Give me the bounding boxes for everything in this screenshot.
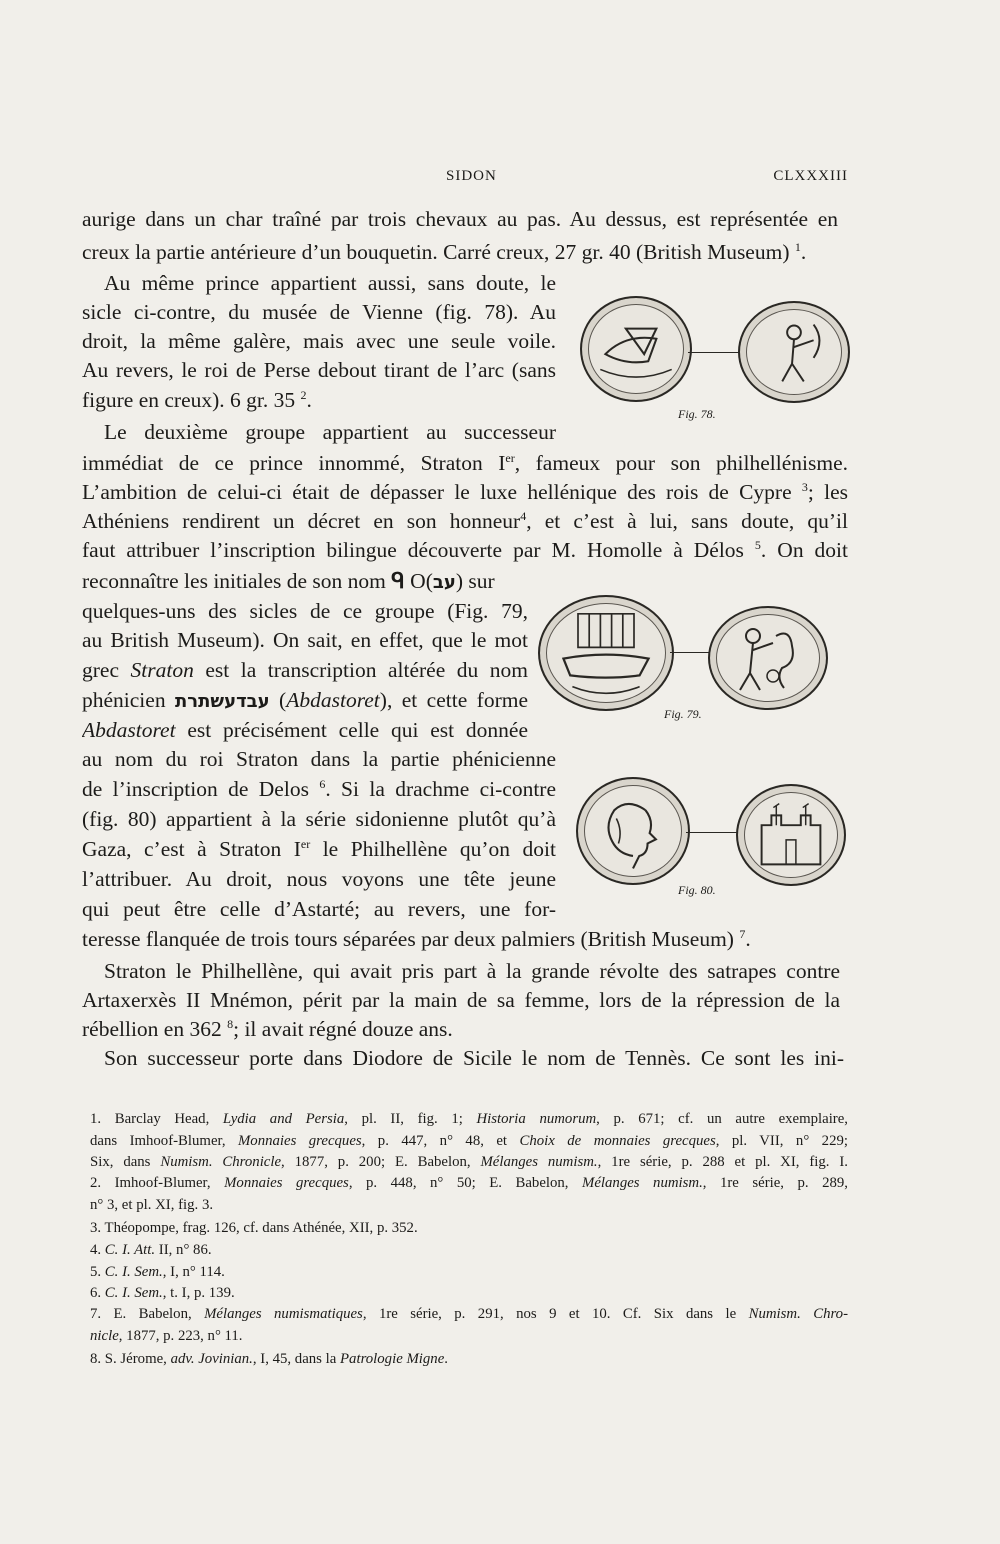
body-line: aurige dans un char traîné par trois chevaux au pas. Au dessus, est représentée en	[82, 207, 838, 231]
footnote-ref: 7	[739, 926, 746, 941]
figure-caption: Fig. 80.	[678, 883, 716, 897]
footnote-ref: 4	[520, 508, 527, 523]
body-line: immédiat de ce prince innommé, Straton Ier, fameux pour son philhellénisme.	[82, 450, 848, 475]
footnote-1-cont: Six, dans Numism. Chronicle, 1877, p. 200; E. Babelon, Mélanges numism., 1re série, p. 288 et pl. XI, fig. I.	[90, 1154, 848, 1170]
body-line: Gaza, c’est à Straton Ier le Philhellène qu’on doit	[82, 836, 556, 861]
figure-connector	[688, 352, 740, 353]
body-line: L’ambition de celui-ci était de dépasser le luxe hellénique des rois de Cypre $^3$; les	[82, 479, 848, 504]
footnote-2: 2. Imhoof-Blumer, Monnaies grecques, p. 448, n° 50; E. Babelon, Mélanges numism., 1re série, p. 289,	[90, 1175, 848, 1191]
body-line: Athéniens rendirent un décret en son honneur$^4$, et c’est à lui, sans doute, qu’il	[82, 508, 848, 533]
coin-obverse-galley-walls	[538, 595, 674, 711]
footnote-5: 5. C. I. Sem., I, n° 114.	[90, 1264, 225, 1280]
footnote-7-cont: nicle, 1877, p. 223, n° 11.	[90, 1328, 243, 1344]
body-line: Artaxerxès II Mnémon, périt par la main de sa femme, lors de la répression de la	[82, 988, 840, 1012]
running-title: SIDON	[446, 168, 497, 184]
archer-drawing	[740, 303, 848, 401]
footnote-ref: 3	[801, 479, 808, 494]
body-line: creux la partie antérieure d’un bouquetin. Carré creux, 27 gr. 40 (British Museum) $^1$.	[82, 239, 807, 264]
footnote-2-cont: n° 3, et pl. XI, fig. 3.	[90, 1197, 214, 1213]
footnote-ref: 1	[794, 239, 801, 254]
body-line: Le deuxième groupe appartient au successeur	[104, 420, 556, 444]
galley-walls-drawing	[540, 597, 672, 709]
coin-obverse-galley	[580, 296, 692, 402]
galley-drawing	[582, 298, 690, 400]
fortress-drawing	[738, 786, 844, 884]
body-line: au British Museum). On sait, en effet, que le mot	[82, 628, 528, 652]
body-line: reconnaître les initiales de son nom ᑫ O(עב) sur	[82, 569, 495, 593]
body-line: qui peut être celle d’Astarté; au revers, une for-	[82, 897, 556, 921]
footnote-8: 8. S. Jérome, adv. Jovinian., I, 45, dans la Patrologie Migne.	[90, 1351, 448, 1367]
body-line: Son successeur porte dans Diodore de Sicile le nom de Tennès. Ce sont les ini-	[104, 1046, 844, 1070]
body-line: droit, la même galère, mais avec une seule voile.	[82, 329, 556, 353]
footnote-ref: 5	[754, 537, 761, 552]
coin-obverse-head	[576, 777, 690, 885]
figure-caption: Fig. 79.	[664, 707, 702, 721]
figure-caption: Fig. 78.	[678, 407, 716, 421]
footnote-ref: 8	[227, 1016, 234, 1031]
body-line: de l’inscription de Delos $^6$. Si la drachme ci-contre	[82, 776, 556, 801]
body-line: quelques-uns des sicles de ce groupe (Fig. 79,	[82, 599, 528, 623]
figure-connector	[670, 652, 710, 653]
coin-reverse-combat	[708, 606, 828, 710]
body-line: grec Straton est la transcription altérée du nom	[82, 658, 528, 682]
body-line: figure en creux). 6 gr. 35 $^2$.	[82, 387, 312, 412]
footnote-1-cont: dans Imhoof-Blumer, Monnaies grecques, p. 447, n° 48, et Choix de monnaies grecques, pl. VII, n° 229;	[90, 1133, 848, 1149]
footnote-3: 3. Théopompe, frag. 126, cf. dans Athénée, XII, p. 352.	[90, 1220, 418, 1236]
body-line: Abdastoret est précisément celle qui est donnée	[82, 718, 528, 742]
body-line: rébellion en 362 $^8$; il avait régné douze ans.	[82, 1016, 453, 1041]
running-head	[0, 168, 1000, 194]
body-line: au nom du roi Straton dans la partie phénicienne	[82, 747, 556, 771]
body-line: Au revers, le roi de Perse debout tirant de l’arc (sans	[82, 358, 556, 382]
head-drawing	[578, 779, 688, 883]
footnote-4: 4. C. I. Att. II, n° 86.	[90, 1242, 212, 1258]
figure-connector	[686, 832, 738, 833]
footnote-ref: 2	[300, 387, 307, 402]
body-line: sicle ci-contre, du musée de Vienne (fig. 78). Au	[82, 300, 556, 324]
page-number: CLXXXIII	[773, 168, 848, 184]
hebrew-text: עב	[432, 572, 456, 593]
coin-reverse-archer	[738, 301, 850, 403]
hebrew-text: עבדעשתרת	[175, 691, 270, 712]
body-line: Au même prince appartient aussi, sans doute, le	[104, 271, 556, 295]
body-line: (fig. 80) appartient à la série sidonienne plutôt qu’à	[82, 807, 556, 831]
body-line: phénicien עבדעשתרת (Abdastoret), et cette forme	[82, 688, 528, 712]
footnote-ref: 6	[319, 776, 326, 791]
body-line: Straton le Philhellène, qui avait pris part à la grande révolte des satrapes contre	[104, 959, 840, 983]
body-line: faut attribuer l’inscription bilingue découverte par M. Homolle à Délos $^5$. On doit	[82, 537, 848, 562]
body-line: teresse flanquée de trois tours séparées par deux palmiers (British Museum) $^7$.	[82, 926, 751, 951]
coin-reverse-fortress	[736, 784, 846, 886]
combat-drawing	[710, 608, 826, 708]
footnote-7: 7. E. Babelon, Mélanges numismatiques, 1re série, p. 291, nos 9 et 10. Cf. Six dans le Numism. Chro-	[90, 1306, 848, 1322]
footnote-6: 6. C. I. Sem., t. I, p. 139.	[90, 1285, 235, 1301]
body-line: l’attribuer. Au droit, nous voyons une tête jeune	[82, 867, 556, 891]
footnote-1: 1. Barclay Head, Lydia and Persia, pl. II, fig. 1; Historia numorum, p. 671; cf. un autre exemplaire,	[90, 1111, 848, 1127]
